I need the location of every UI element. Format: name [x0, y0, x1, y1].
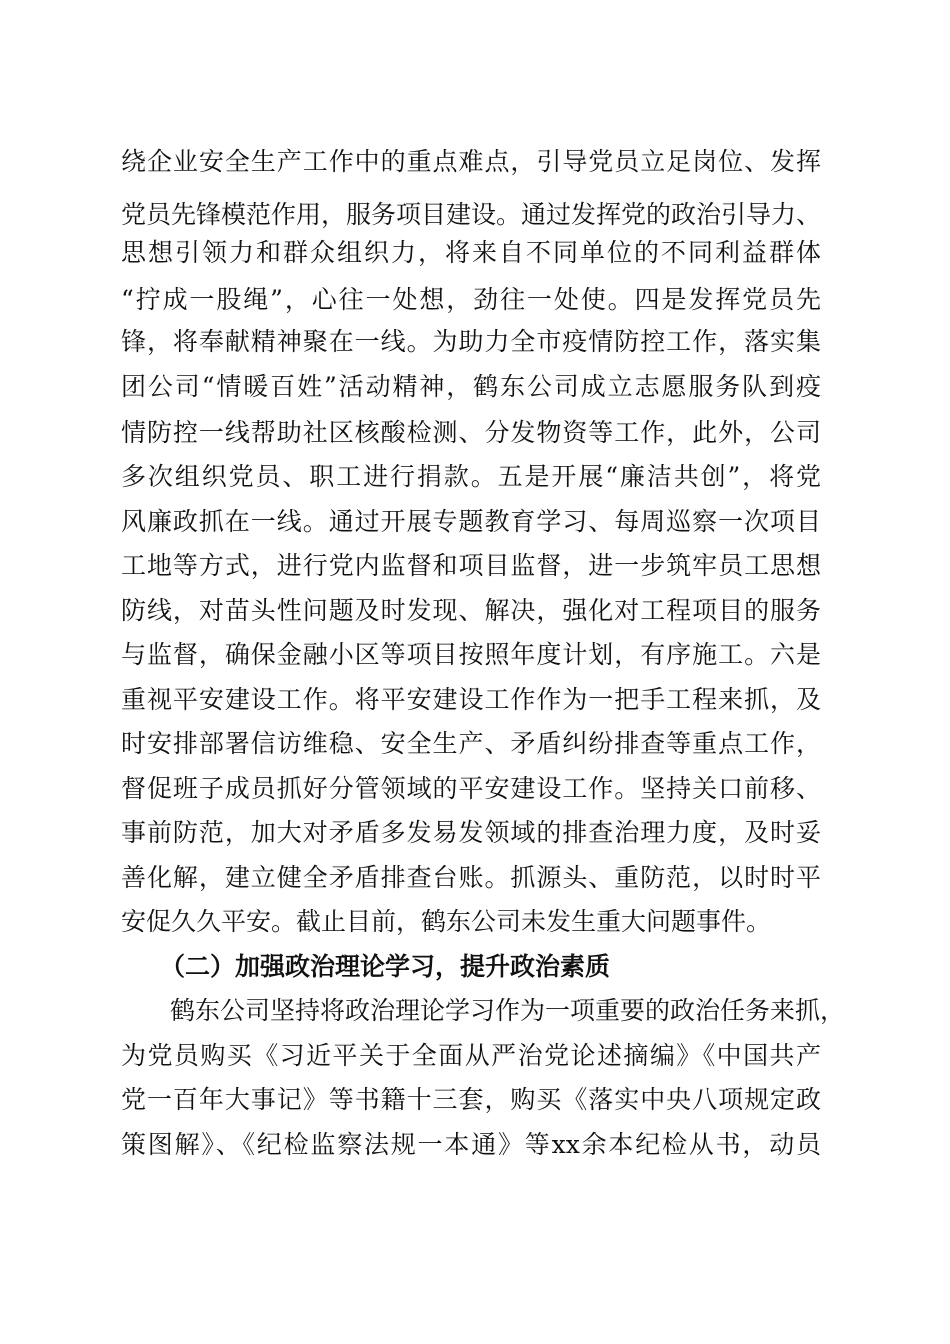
paragraph-line: 时安排部署信访维稳、安全生产、矛盾纠纷排查等重点工作，	[121, 729, 821, 758]
paragraph-line: 为党员购买《习近平关于全面从严治党论述摘编》《中国共产	[121, 1041, 821, 1070]
paragraph-line: 督促班子成员抓好分管领域的平安建设工作。坚持关口前移、	[121, 774, 821, 803]
paragraph-line: 情防控一线帮助社区核酸检测、分发物资等工作，此外，公司	[121, 418, 821, 447]
paragraph-line: 团公司“情暖百姓”活动精神，鹤东公司成立志愿服务队到疫	[121, 372, 821, 401]
paragraph-line: 重视平安建设工作。将平安建设工作作为一把手工程来抓，及	[121, 685, 821, 714]
paragraph-line: 安促久久平安。截止目前，鹤东公司未发生重大问题事件。	[121, 907, 772, 936]
paragraph-line: 绕企业安全生产工作中的重点难点，引导党员立足岗位、发挥	[121, 147, 821, 176]
paragraph-line: 策图解》、《纪检监察法规一本通》等xx余本纪检从书，动员	[121, 1130, 821, 1159]
paragraph-line: 鹤东公司坚持将政治理论学习作为一项重要的政治任务来抓，	[170, 996, 846, 1025]
paragraph-line: “拧成一股绳”，心往一处想，劲往一处使。四是发挥党员先	[121, 285, 821, 314]
paragraph-line: 防线，对苗头性问题及时发现、解决，强化对工程项目的服务	[121, 596, 821, 625]
paragraph-line: 多次组织党员、职工进行捐款。五是开展“廉洁共创”，将党	[121, 462, 821, 491]
paragraph-line: 工地等方式，进行党内监督和项目监督，进一步筑牢员工思想	[121, 551, 821, 580]
paragraph-line: 风廉政抓在一线。通过开展专题教育学习、每周巡察一次项目	[121, 507, 821, 536]
paragraph-line: 善化解，建立健全矛盾排查台账。抓源头、重防范，以时时平	[121, 863, 821, 892]
paragraph-line: 事前防范，加大对矛盾多发易发领域的排查治理力度，及时妥	[121, 818, 821, 847]
paragraph-line: 锋，将奉献精神聚在一线。为助力全市疫情防控工作，落实集	[121, 327, 821, 356]
paragraph-line: 思想引领力和群众组织力，将来自不同单位的不同利益群体	[121, 238, 821, 267]
paragraph-line: 党员先锋模范作用，服务项目建设。通过发挥党的政治引导力、	[121, 200, 822, 229]
paragraph-line: 与监督，确保金融小区等项目按照年度计划，有序施工。六是	[121, 640, 821, 669]
section-heading: （二）加强政治理论学习，提升政治素质	[160, 952, 611, 981]
paragraph-line: 党一百年大事记》等书籍十三套，购买《落实中央八项规定政	[121, 1085, 821, 1114]
